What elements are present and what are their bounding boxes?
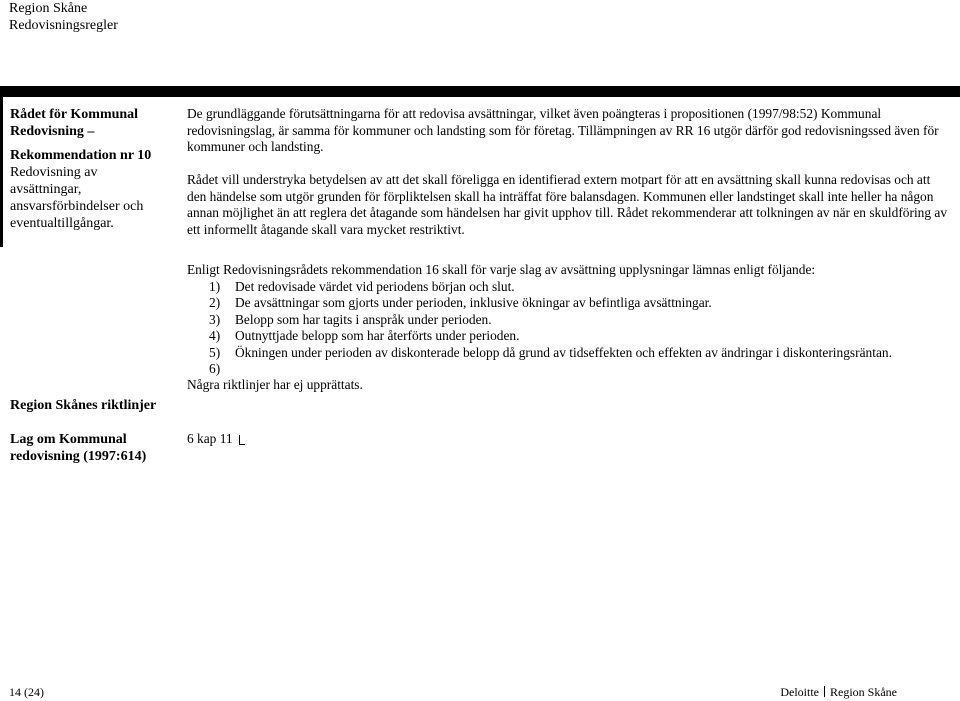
paragraph-council-view: Rådet vill understryka betydelsen av att det skall föreligga en identifierad extern motpart för att en avsättning skall kunna redovisas och att den händelse som utgör grunden för förpliktelsen skall ha inträffat före balansdagen. Kommunen eller landstinget skall inte heller ha någon annan möjlighet än att reglera det åtagande som händelsen har givit upphov till. Rådet rekommenderar att tolkningen av när en skuldföring av ett informellt åtagande skall vara mycket restriktivt. bbox=[187, 172, 948, 237]
separator-bar bbox=[824, 686, 825, 697]
recommendation-line: Redovisning av bbox=[10, 165, 98, 180]
header-org: Region Skåne bbox=[9, 1, 88, 16]
footer-org bbox=[780, 684, 897, 701]
law-reference-text: 6 kap 11 bbox=[187, 431, 233, 446]
list-item: 1) Det redovisade värdet vid periodens början och slut. bbox=[209, 278, 515, 294]
council-heading-line2: Redovisning – bbox=[10, 124, 95, 139]
disclosure-intro: Enligt Redovisningsrådets rekommendation 16 skall för varje slag av avsättning upplysningar lämnas enligt följande: bbox=[187, 262, 816, 277]
recommendation-line: ansvarsförbindelser och bbox=[10, 199, 144, 214]
left-heading-block bbox=[10, 106, 170, 232]
law-heading bbox=[10, 431, 170, 465]
header-doc-title: Redovisningsregler bbox=[9, 18, 118, 33]
recommendation-line: avsättningar, bbox=[10, 182, 82, 197]
disclosure-section bbox=[187, 262, 952, 394]
recommendation-line: eventualtillgångar. bbox=[10, 216, 114, 231]
footnote-mark-icon bbox=[239, 435, 245, 445]
footer-org-right: Region Skåne bbox=[830, 685, 897, 699]
recommendation-title: Rekommendation nr 10 bbox=[10, 148, 152, 163]
list-item: 4) Outnyttjade belopp som har återförts under perioden. bbox=[209, 328, 520, 343]
page-header bbox=[9, 0, 118, 34]
list-item: 3) Belopp som har tagits i anspråk under perioden. bbox=[209, 311, 492, 327]
region-guidelines-heading: Region Skånes riktlinjer bbox=[10, 398, 157, 413]
top-rule bbox=[0, 86, 960, 97]
law-heading-line1: Lag om Kommunal bbox=[10, 432, 127, 447]
paragraph-basis: De grundläggande förutsättningarna för att redovisa avsättningar, vilket även poängteras i propositionen (1997/98:52) Kommunal redovisningslag, är samma för kommuner och landsting som för företag. Tillämpningen av RR 16 utgör därför god redovisningssed även för kommuner och landsting. bbox=[187, 106, 939, 154]
no-guidelines-text: Några riktlinjer har ej upprättats. bbox=[187, 377, 363, 392]
law-heading-line2: redovisning (1997:614) bbox=[10, 449, 147, 464]
footer-org-left: Deloitte bbox=[780, 685, 819, 699]
left-rule bbox=[0, 97, 3, 247]
list-item: 5) Ökningen under perioden av diskonterade belopp då grund av tidseffekten och effekten av ändringar i diskonteringsräntan. bbox=[209, 344, 892, 360]
list-item: 2) De avsättningar som gjorts under perioden, inklusive ökningar av befintliga avsättningar. bbox=[209, 295, 712, 310]
council-heading-line1: Rådet för Kommunal bbox=[10, 107, 139, 122]
law-reference bbox=[187, 431, 952, 448]
disclosure-list bbox=[187, 279, 952, 378]
page-number: 14 (24) bbox=[9, 685, 44, 699]
list-item: 6) bbox=[209, 361, 221, 376]
